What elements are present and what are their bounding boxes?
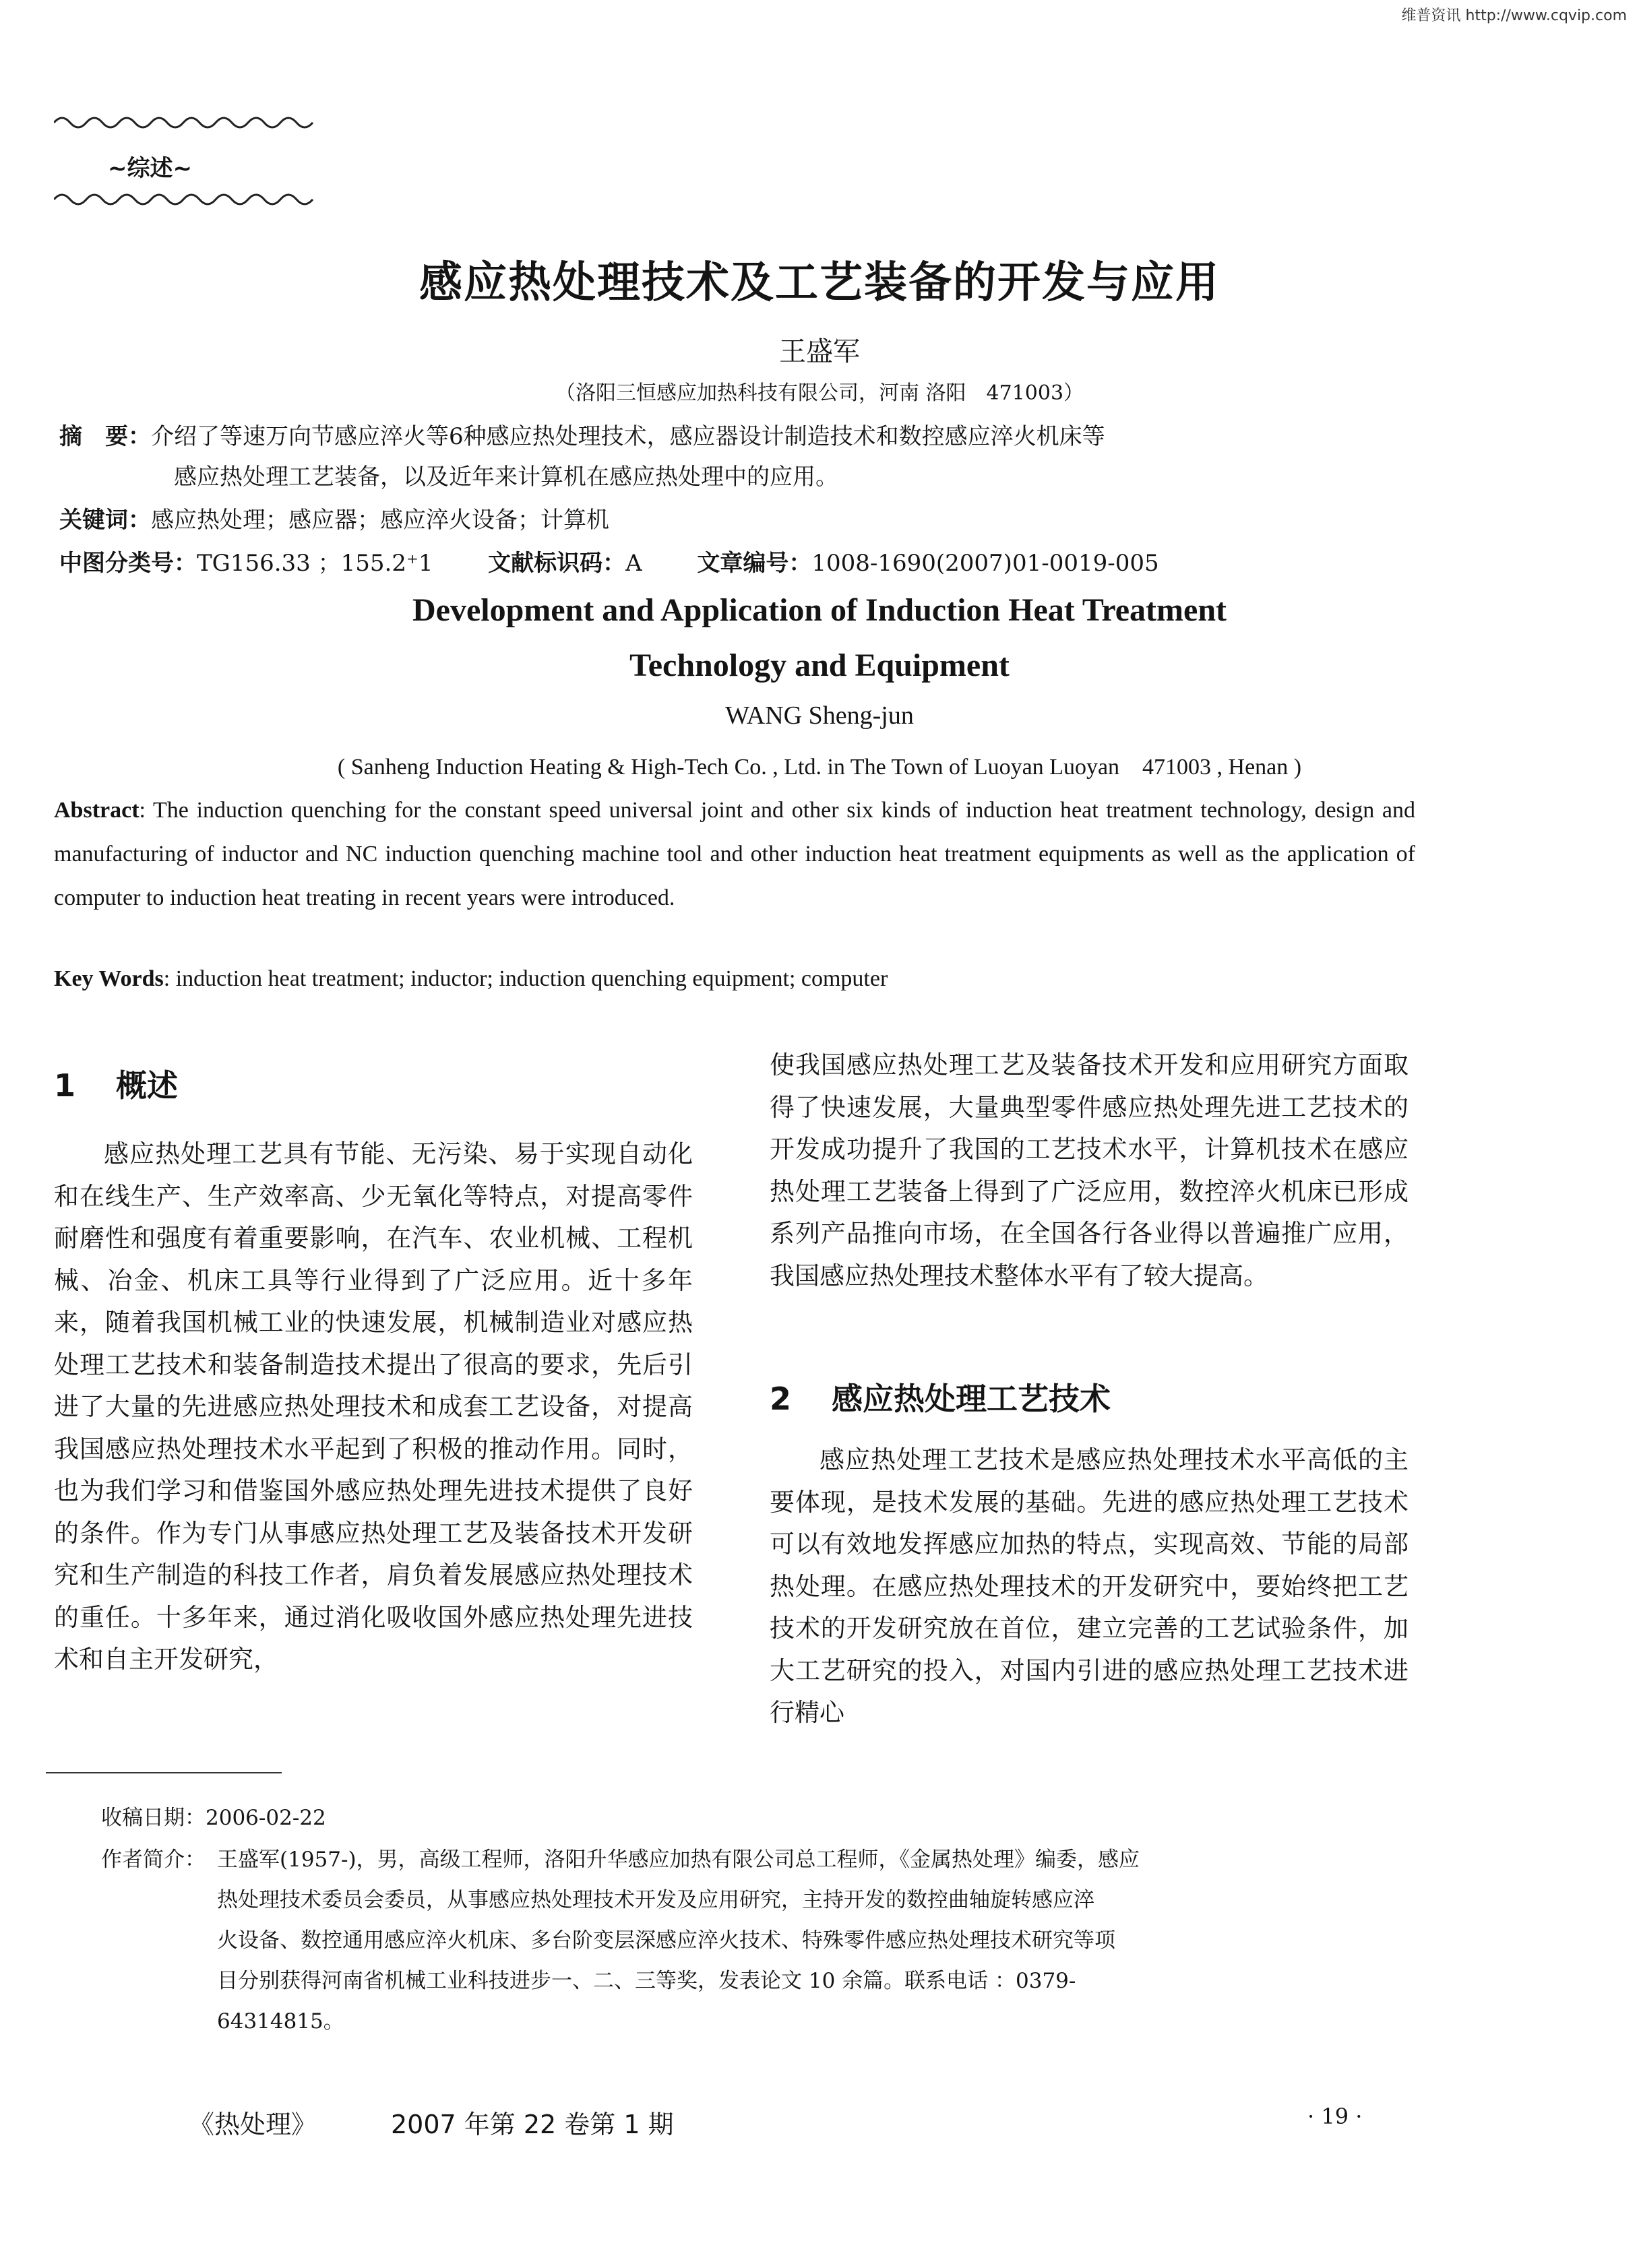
received-label: 收稿日期： — [101, 1806, 206, 1830]
clc-label: 中图分类号： — [59, 550, 197, 577]
decorative-wave-border-bottom — [54, 190, 317, 209]
section1-paragraph: 感应热处理工艺具有节能、无污染、易于实现自动化和在线生产、生产效率高、少无氧化等特点，对提高零件耐磨性和强度有着重要影响，在汽车、农业机械、工程机械、冶金、机床工具等行业得到了广泛应用。近十多年来，随着我国机械工业的快速发展，机械制造业对感应热处理工艺技术和装备制造技术提出了很高的要求，先后引进了大量的先进感应热处理技术和成套工艺设备，对提高我国感应热处理技术水平起到了积极的推动作用。同时，也为我们学习和借鉴国外感应热处理先进技术提供了良好的条件。作为专门从事感应热处理工艺及装备技术开发研究和生产制造的科技工作者，肩负着发展感应热处理技术的重任。十多年来，通过消化吸收国外感应热处理先进技术和自主开发研究， — [54, 1139, 693, 1674]
abstract-zh-line2: 感应热处理工艺装备，以及近年来计算机在感应热处理中的应用。 — [174, 464, 838, 491]
keywords-en-label: Key Words — [54, 966, 164, 991]
section1-number: 1 — [54, 1067, 76, 1104]
keywords-en — [54, 966, 1415, 992]
keywords-zh-label: 关键词： — [59, 507, 151, 534]
abstract-zh-label: 摘 要： — [59, 423, 151, 450]
paper-title-en-line2: Technology and Equipment — [629, 648, 1010, 683]
footnote-author-bio — [101, 1839, 1415, 2042]
section-category-label: ~综述~ — [108, 155, 192, 182]
abstract-zh — [59, 416, 1504, 497]
keywords-en-text: : induction heat treatment; inductor; induction quenching equipment; computer — [163, 966, 888, 991]
author-en: WANG Sheng-jun — [725, 701, 914, 730]
footer-page-number: · 19 · — [1307, 2104, 1363, 2129]
doc-code-value: A — [625, 550, 642, 577]
bio-line3: 火设备、数控通用感应淬火机床、多台阶变层深感应淬火技术、特殊零件感应热处理技术研究等项 — [217, 1928, 1115, 1953]
section1-heading — [54, 1061, 178, 1106]
classification-line — [59, 543, 1504, 584]
paper-title-en-line1: Development and Application of Induction Heat Treatment — [412, 592, 1227, 628]
right-column-body-bottom — [770, 1439, 1409, 1734]
section2-title: 感应热处理工艺技术 — [832, 1381, 1111, 1417]
footer-issue: 2007 年第 22 卷第 1 期 — [391, 2110, 674, 2139]
bio-line2: 热处理技术委员会委员，从事感应热处理技术开发及应用研究，主持开发的数控曲轴旋转感应淬 — [217, 1888, 1094, 1912]
doc-code-label: 文献标识码： — [488, 550, 626, 577]
keywords-zh-text: 感应热处理；感应器；感应淬火设备；计算机 — [151, 507, 609, 534]
author-zh: 王盛军 — [779, 336, 860, 367]
right-column-body-top — [770, 1044, 1409, 1297]
source-watermark: 维普资讯 http://www.cqvip.com — [1401, 7, 1627, 24]
abstract-en-label: Abstract — [54, 798, 140, 823]
received-date: 2006-02-22 — [206, 1806, 326, 1830]
article-number-value: 1008-1690(2007)01-0019-005 — [811, 550, 1159, 577]
bio-line4: 目分别获得河南省机械工业科技进步一、二、三等奖，发表论文 10 余篇。联系电话 ：0379- — [217, 1969, 1076, 1993]
affiliation-zh: （洛阳三恒感应加热科技有限公司，河南 洛阳 471003） — [555, 381, 1084, 405]
article-number-label: 文章编号： — [697, 550, 812, 577]
footnote-received — [101, 1798, 1415, 1838]
footnote-separator — [46, 1772, 282, 1773]
abstract-en — [54, 788, 1415, 920]
section2-heading — [770, 1375, 1111, 1419]
abstract-zh-line1: 介绍了等速万向节感应淬火等6种感应热处理技术，感应器设计制造技术和数控感应淬火机床等 — [151, 423, 1105, 450]
affiliation-en: ( Sanheng Induction Heating & High-Tech Co. , Ltd. in The Town of Luoyan Luoyan 471003 , Henan ) — [337, 755, 1302, 780]
left-column-body — [54, 1133, 693, 1681]
bio-line5: 64314815。 — [217, 2009, 344, 2034]
section1-paragraph-continued: 使我国感应热处理工艺及装备技术开发和应用研究方面取得了快速发展，大量典型零件感应热处理先进工艺技术的开发成功提升了我国的工艺技术水平，计算机技术在感应热处理工艺装备上得到了广泛应用，数控淬火机床已形成系列产品推向市场，在全国各行各业得以普遍推广应用，我国感应热处理技术整体水平有了较大提高。 — [770, 1050, 1409, 1290]
paper-title-zh: 感应热处理技术及工艺装备的开发与应用 — [419, 258, 1220, 308]
section1-title: 概述 — [116, 1067, 178, 1104]
bio-label: 作者简介： — [101, 1848, 206, 1872]
bio-line1: 王盛军(1957-)，男，高级工程师，洛阳升华感应加热有限公司总工程师，《金属热处理》编委，感应 — [217, 1848, 1140, 1872]
section2-number: 2 — [770, 1381, 792, 1417]
clc-value: TG156.33 ；155.2⁺1 — [197, 550, 433, 577]
footer-journal-name: 《热处理》 — [189, 2110, 317, 2139]
keywords-zh — [59, 500, 1504, 540]
section2-paragraph: 感应热处理工艺技术是感应热处理技术水平高低的主要体现，是技术发展的基础。先进的感应热处理工艺技术可以有效地发挥感应加热的特点，实现高效、节能的局部热处理。在感应热处理技术的开发研究中，要始终把工艺技术的开发研究放在首位，建立完善的工艺试验条件，加大工艺研究的投入，对国内引进的感应热处理工艺技术进行精心 — [770, 1445, 1409, 1727]
decorative-wave-border-top — [54, 113, 317, 132]
abstract-en-text: : The induction quenching for the constant speed universal joint and other six kinds of induction heat treatment technology, design and manufacturing of inductor and NC induction quenching machine tool and other induction heat treatment equipments as well as the application of computer to induction heat treating in recent years were introduced. — [54, 798, 1415, 910]
